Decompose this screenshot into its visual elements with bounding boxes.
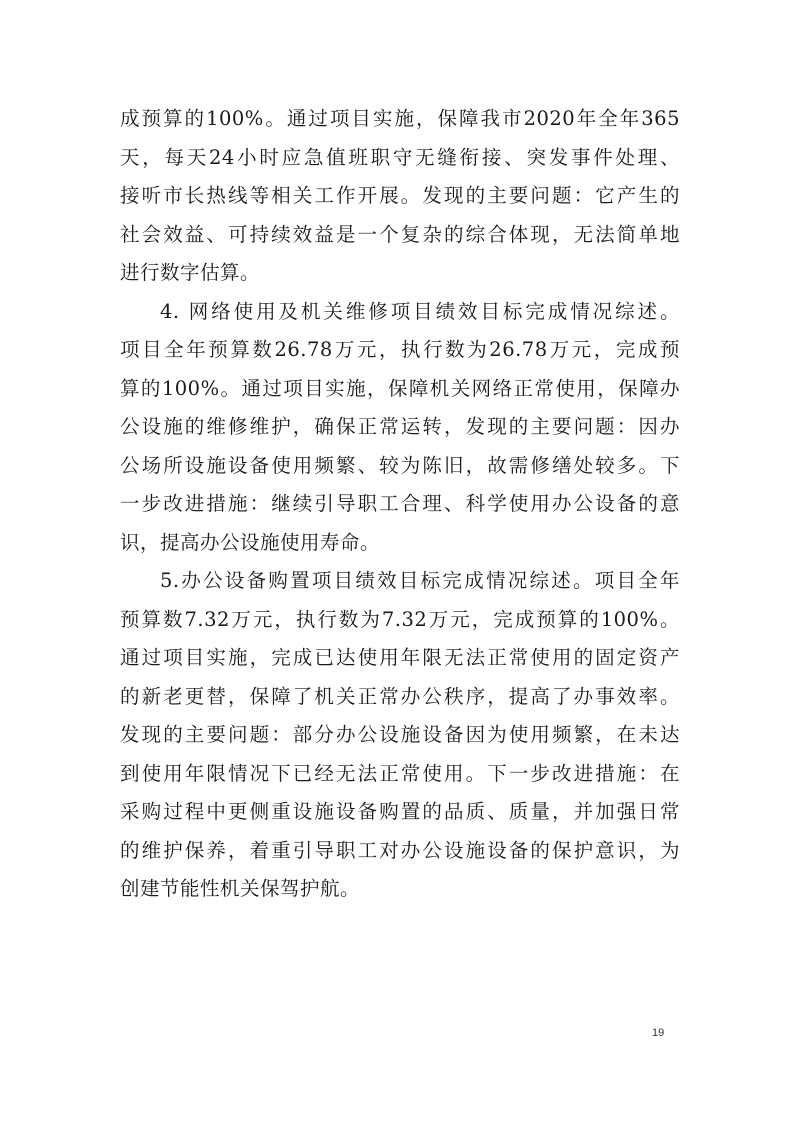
text-line-15: 通过项目实施，完成已达使用年限无法正常使用的固定资产	[120, 646, 680, 669]
text-line-12: 识，提高办公设施使用寿命。	[120, 530, 381, 554]
text-line-21: 创建节能性机关保驾护航。	[120, 877, 361, 900]
text-line-18: 到使用年限情况下已经无法正常使用。下一步改进措施：在	[120, 761, 680, 785]
text-line-14: 预算数7.32万元，执行数为7.32万元，完成预算的100%。	[120, 607, 680, 631]
text-line-16: 的新老更替，保障了机关正常办公秩序，提高了办事效率。	[120, 684, 680, 708]
page-number: 19	[652, 1027, 665, 1039]
text-line-20: 的维护保养，着重引导职工对办公设施设备的保护意识，为	[120, 838, 680, 862]
text-line-4: 社会效益、可持续效益是一个复杂的综合体现，无法简单地	[120, 222, 680, 246]
text-line-5: 进行数字估算。	[120, 261, 261, 284]
text-line-11: 一步改进措施：继续引导职工合理、科学使用办公设备的意	[120, 492, 680, 515]
text-line-17: 发现的主要问题：部分办公设施设备因为使用频繁，在未达	[120, 723, 680, 746]
text-line-1: 成预算的100%。通过项目实施，保障我市2020年全年365	[120, 107, 680, 130]
text-line-10: 公场所设施设备使用频繁、较为陈旧，故需修缮处较多。下	[120, 453, 680, 477]
text-line-7: 项目全年预算数26.78万元，执行数为26.78万元，完成预	[120, 338, 680, 361]
text-line-8: 算的100%。通过项目实施，保障机关网络正常使用，保障办	[120, 376, 680, 400]
body-text	[120, 100, 680, 909]
text-line-9: 公设施的维修维护，确保正常运转，发现的主要问题：因办	[120, 415, 680, 438]
section-5-heading: 5.办公设备购置项目绩效目标完成情况综述。项目全年	[160, 569, 680, 592]
section-4-heading: 4. 网络使用及机关维修项目绩效目标完成情况综述。	[160, 299, 680, 323]
text-line-19: 采购过程中更侧重设施设备购置的品质、质量，并加强日常	[120, 800, 680, 823]
text-line-2: 天，每天24小时应急值班职守无缝衔接、突发事件处理、	[120, 145, 680, 169]
text-line-3: 接听市长热线等相关工作开展。发现的主要问题：它产生的	[120, 184, 680, 207]
